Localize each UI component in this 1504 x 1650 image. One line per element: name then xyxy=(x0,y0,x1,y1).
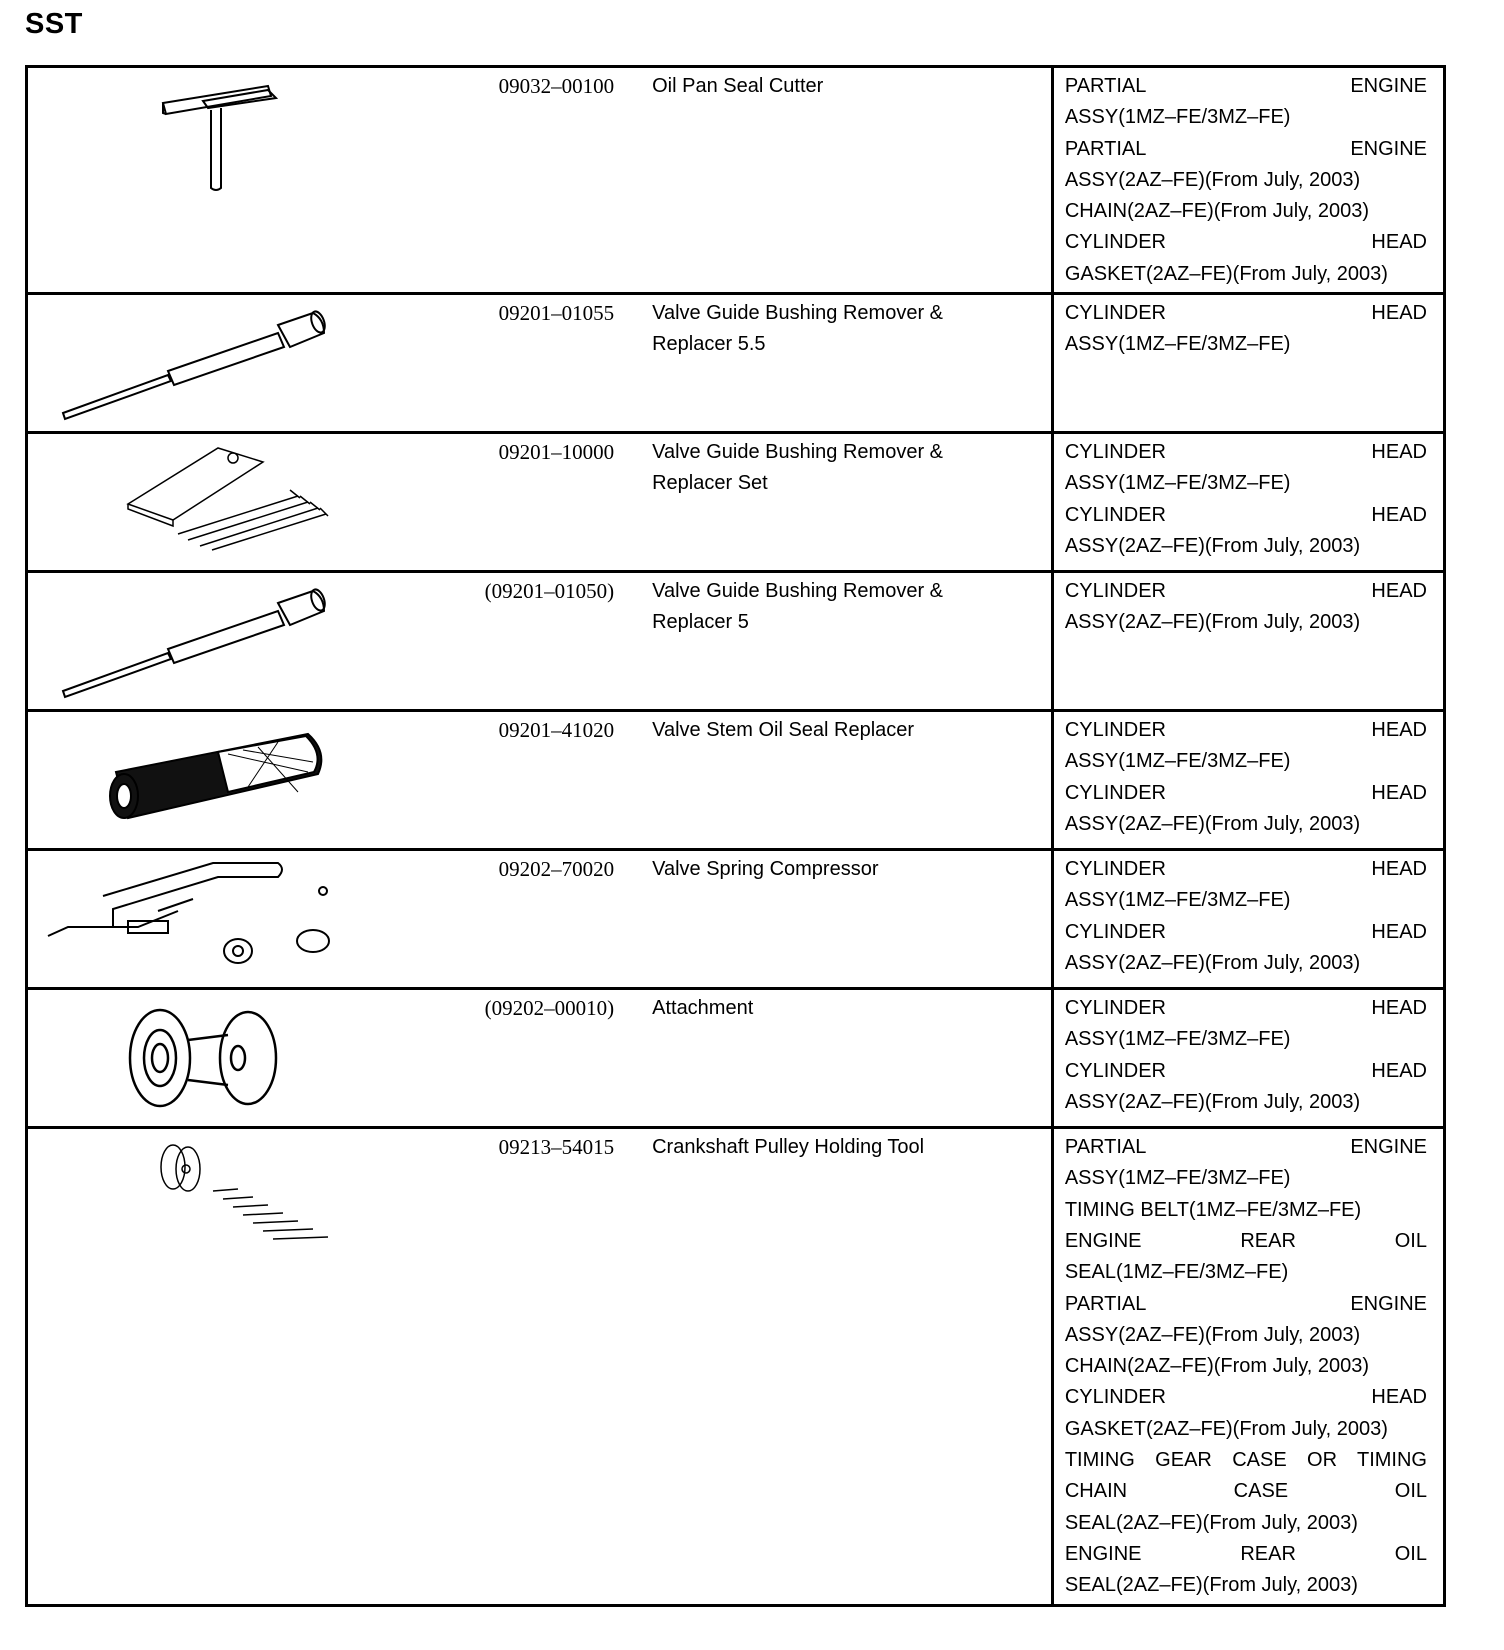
table-row xyxy=(27,67,1445,294)
usage-line: SEAL(2AZ–FE)(From July, 2003) xyxy=(1064,1511,1358,1534)
usage-line: CYLINDER HEAD xyxy=(1064,920,1427,943)
usage-line: CYLINDER HEAD xyxy=(1064,997,1427,1020)
tool-illustration xyxy=(27,572,424,711)
tool-name-line: Valve Spring Compressor xyxy=(652,858,879,881)
tool-name-line: Valve Guide Bushing Remover & xyxy=(652,302,943,325)
table-row xyxy=(27,989,1445,1128)
tool-name-line: Crankshaft Pulley Holding Tool xyxy=(652,1136,925,1159)
usage-line: GASKET(2AZ–FE)(From July, 2003) xyxy=(1064,262,1388,285)
valve-spring-compressor-figure xyxy=(28,851,423,987)
usage-list xyxy=(1052,67,1444,294)
usage-line: ENGINE REAR OIL xyxy=(1064,1229,1427,1252)
part-number: 09213–54015 xyxy=(423,1128,634,1605)
usage-line: CYLINDER HEAD xyxy=(1064,1059,1427,1082)
part-number: 09201–01055 xyxy=(423,294,634,433)
usage-line: ASSY(2AZ–FE)(From July, 2003) xyxy=(1064,812,1361,835)
usage-line: CYLINDER HEAD xyxy=(1064,231,1427,254)
usage-line: ASSY(1MZ–FE/3MZ–FE) xyxy=(1064,1028,1291,1051)
usage-line: TIMING BELT(1MZ–FE/3MZ–FE) xyxy=(1064,1198,1362,1221)
usage-line: PARTIAL ENGINE xyxy=(1064,1136,1427,1159)
usage-line: ASSY(2AZ–FE)(From July, 2003) xyxy=(1064,951,1361,974)
valve-stem-oil-seal-replacer-figure xyxy=(28,712,423,848)
tool-name-line: Attachment xyxy=(652,997,754,1020)
table-row xyxy=(27,294,1445,433)
part-number: 09201–10000 xyxy=(423,433,634,572)
usage-line: SEAL(1MZ–FE/3MZ–FE) xyxy=(1064,1261,1289,1284)
usage-line: CYLINDER HEAD xyxy=(1064,580,1427,603)
usage-line: CHAIN(2AZ–FE)(From July, 2003) xyxy=(1064,200,1369,223)
usage-list xyxy=(1052,850,1444,989)
usage-line: CHAIN CASE OIL xyxy=(1064,1480,1427,1503)
usage-line: ASSY(1MZ–FE/3MZ–FE) xyxy=(1064,1167,1291,1190)
part-number: 09201–41020 xyxy=(423,711,634,850)
usage-line: CYLINDER HEAD xyxy=(1064,858,1427,881)
usage-line: CHAIN(2AZ–FE)(From July, 2003) xyxy=(1064,1355,1369,1378)
usage-line: CYLINDER HEAD xyxy=(1064,503,1427,526)
tool-name-line: Replacer 5.5 xyxy=(652,333,766,356)
tool-illustration xyxy=(27,989,424,1128)
table-row xyxy=(27,572,1445,711)
sst-table xyxy=(25,65,1446,1607)
tool-name xyxy=(634,989,1052,1128)
page-title: SST xyxy=(25,8,83,40)
usage-list xyxy=(1052,1128,1444,1605)
usage-line: CYLINDER HEAD xyxy=(1064,1386,1427,1409)
table-row xyxy=(27,850,1445,989)
usage-line: CYLINDER HEAD xyxy=(1064,781,1427,804)
tool-name-line: Valve Stem Oil Seal Replacer xyxy=(652,719,915,742)
tool-name-line: Valve Guide Bushing Remover & xyxy=(652,441,943,464)
oil-pan-seal-cutter-figure xyxy=(28,68,423,208)
tool-name-line: Replacer 5 xyxy=(652,611,749,634)
usage-line: ASSY(2AZ–FE)(From July, 2003) xyxy=(1064,1323,1361,1346)
usage-line: ASSY(2AZ–FE)(From July, 2003) xyxy=(1064,534,1361,557)
tool-illustration xyxy=(27,1128,424,1605)
usage-line: CYLINDER HEAD xyxy=(1064,719,1427,742)
tool-name xyxy=(634,572,1052,711)
usage-line: ASSY(2AZ–FE)(From July, 2003) xyxy=(1064,611,1361,634)
part-number: 09032–00100 xyxy=(423,67,634,294)
part-number: (09202–00010) xyxy=(423,989,634,1128)
tool-name xyxy=(634,67,1052,294)
attachment-figure xyxy=(28,990,423,1126)
usage-list xyxy=(1052,433,1444,572)
usage-list xyxy=(1052,711,1444,850)
usage-line: GASKET(2AZ–FE)(From July, 2003) xyxy=(1064,1417,1388,1440)
usage-line: ASSY(1MZ–FE/3MZ–FE) xyxy=(1064,889,1291,912)
usage-line: ASSY(2AZ–FE)(From July, 2003) xyxy=(1064,168,1361,191)
part-number: (09201–01050) xyxy=(423,572,634,711)
table-row xyxy=(27,433,1445,572)
usage-line: ASSY(1MZ–FE/3MZ–FE) xyxy=(1064,750,1291,773)
part-number: 09202–70020 xyxy=(423,850,634,989)
tool-name xyxy=(634,850,1052,989)
tool-name-line: Oil Pan Seal Cutter xyxy=(652,75,824,97)
table-row xyxy=(27,711,1445,850)
valve-guide-bushing-remover-figure xyxy=(28,295,423,431)
tool-name xyxy=(634,1128,1052,1605)
tool-name-line: Replacer Set xyxy=(652,472,768,495)
tool-illustration xyxy=(27,850,424,989)
usage-line: TIMING GEAR CASE OR TIMING xyxy=(1064,1449,1427,1472)
usage-line: PARTIAL ENGINE xyxy=(1064,75,1427,97)
tool-illustration xyxy=(27,67,424,294)
valve-guide-bushing-set-figure xyxy=(28,434,423,570)
usage-line: ASSY(1MZ–FE/3MZ–FE) xyxy=(1064,472,1291,495)
tool-illustration xyxy=(27,711,424,850)
usage-list xyxy=(1052,989,1444,1128)
valve-guide-bushing-remover-figure xyxy=(28,573,423,709)
usage-line: PARTIAL ENGINE xyxy=(1064,1292,1427,1315)
tool-illustration xyxy=(27,294,424,433)
usage-line: CYLINDER HEAD xyxy=(1064,302,1427,325)
usage-line: ENGINE REAR OIL xyxy=(1064,1542,1427,1565)
usage-line: PARTIAL ENGINE xyxy=(1064,137,1427,160)
table-row xyxy=(27,1128,1445,1605)
tool-name xyxy=(634,433,1052,572)
usage-line: ASSY(1MZ–FE/3MZ–FE) xyxy=(1064,333,1291,356)
usage-line: ASSY(1MZ–FE/3MZ–FE) xyxy=(1064,106,1291,129)
usage-list xyxy=(1052,572,1444,711)
usage-line: ASSY(2AZ–FE)(From July, 2003) xyxy=(1064,1090,1361,1113)
usage-list xyxy=(1052,294,1444,433)
tool-name xyxy=(634,294,1052,433)
usage-line: CYLINDER HEAD xyxy=(1064,441,1427,464)
tool-illustration xyxy=(27,433,424,572)
tool-name xyxy=(634,711,1052,850)
tool-name-line: Valve Guide Bushing Remover & xyxy=(652,580,943,603)
crankshaft-pulley-holding-tool-figure xyxy=(28,1129,423,1269)
usage-line: SEAL(2AZ–FE)(From July, 2003) xyxy=(1064,1574,1358,1597)
